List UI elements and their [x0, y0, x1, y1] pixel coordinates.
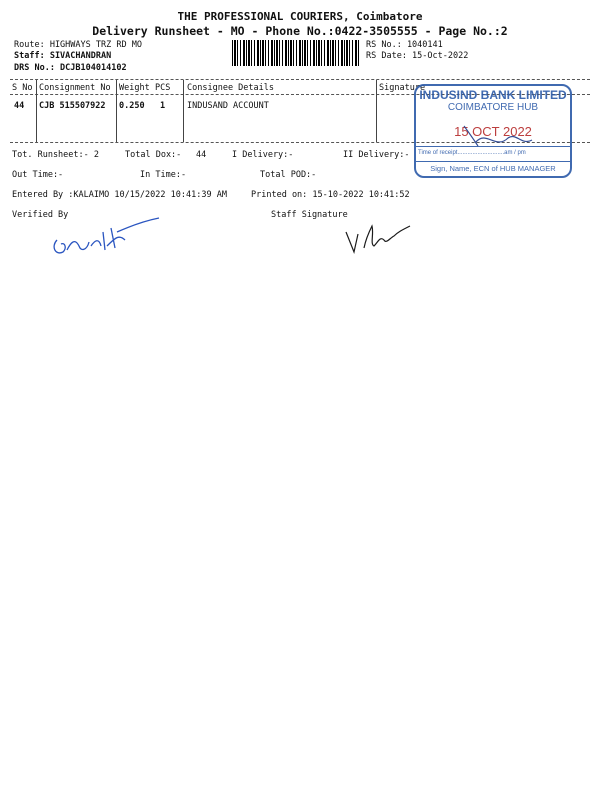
company-title: THE PROFESSIONAL COURIERS, Coimbatore — [177, 10, 423, 23]
row-sno: 44 — [14, 101, 25, 111]
staff-text: Staff: SIVACHANDRAN — [14, 51, 112, 61]
staff-signature-icon — [340, 212, 420, 258]
row-weight: 0.250 — [119, 101, 145, 111]
total-dox-label: Total Dox:- — [125, 150, 182, 160]
verified-by: Verified By — [12, 210, 69, 220]
col-divider — [36, 80, 37, 142]
rs-date: RS Date: 15-Oct-2022 — [366, 51, 469, 61]
col-header-sno: S No — [12, 83, 33, 93]
row-consignment: CJB 515507922 — [39, 101, 106, 111]
col-header-consignment: Consignment No — [39, 83, 111, 93]
route-text: Route: HIGHWAYS TRZ RD MO — [14, 40, 142, 50]
col-header-weight: Weight — [119, 83, 150, 93]
tot-runsheet: Tot. Runsheet:- 2 — [12, 150, 99, 160]
col-header-consignee: Consignee Details — [187, 83, 274, 93]
ii-delivery: II Delivery:- — [343, 150, 410, 160]
total-dox-value: 44 — [196, 150, 207, 160]
bank-stamp — [414, 84, 572, 178]
row-consignee: INDUSAND ACCOUNT — [187, 101, 269, 111]
stamp-sign: Sign, Name, ECN of HUB MANAGER — [430, 164, 556, 173]
col-header-signature: Signature — [379, 83, 426, 93]
table-top-rule — [10, 79, 590, 80]
stamp-signature-icon — [456, 120, 536, 156]
row-pcs: 1 — [160, 101, 166, 111]
stamp-rule — [416, 161, 570, 162]
stamp-receipt: Time of receipt............................am / pm — [418, 150, 526, 156]
col-header-pcs: PCS — [155, 83, 171, 93]
in-time: In Time:- — [140, 170, 187, 180]
entered-by: Entered By :KALAIMO 10/15/2022 10:41:39 AM — [12, 190, 227, 200]
stamp-hub: COIMBATORE HUB — [447, 102, 539, 113]
col-divider — [376, 80, 377, 142]
barcode — [232, 40, 360, 66]
runsheet-subtitle: Delivery Runsheet - MO - Phone No.:0422-3505555 - Page No.:2 — [92, 24, 508, 38]
col-divider — [116, 80, 117, 142]
stamp-bank-name: INDUSIND BANK LIMITED — [419, 88, 567, 102]
out-time: Out Time:- — [12, 170, 64, 180]
col-divider — [183, 80, 184, 142]
total-pod: Total POD:- — [260, 170, 317, 180]
rs-number: RS No.: 1040141 — [366, 40, 443, 50]
drs-number: DRS No.: DCJB104014102 — [14, 63, 127, 73]
i-delivery: I Delivery:- — [232, 150, 294, 160]
stamp-date: 15 OCT 2022 — [454, 124, 532, 139]
verifier-signature-icon — [45, 212, 165, 262]
staff-signature-label: Staff Signature — [271, 210, 348, 220]
printed-on: Printed on: 15-10-2022 10:41:52 — [251, 190, 410, 200]
